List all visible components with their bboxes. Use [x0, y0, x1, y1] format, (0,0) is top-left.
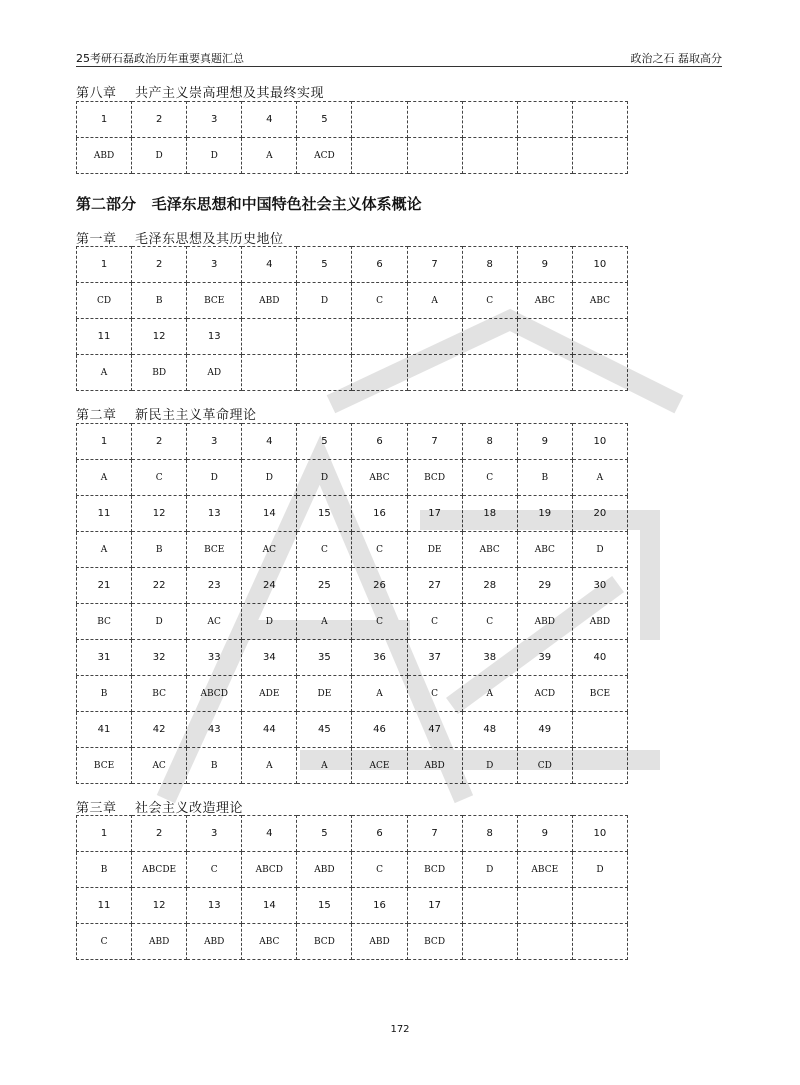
- answer-cell: C: [352, 532, 407, 568]
- answer-row: [77, 604, 628, 640]
- question-number-cell: 25: [297, 568, 352, 604]
- answer-cell: [352, 355, 407, 391]
- answer-cell: ABCD: [242, 852, 297, 888]
- answer-cell: BC: [77, 604, 132, 640]
- question-number-cell: 48: [462, 712, 517, 748]
- answer-cell: [462, 924, 517, 960]
- answer-cell: A: [77, 532, 132, 568]
- answer-cell: D: [187, 138, 242, 174]
- question-number-cell: 5: [297, 102, 352, 138]
- question-number-cell: 10: [572, 247, 627, 283]
- answer-cell: [572, 748, 627, 784]
- question-number-cell: 2: [132, 424, 187, 460]
- question-number-cell: 23: [187, 568, 242, 604]
- question-number-cell: 2: [132, 102, 187, 138]
- part-title: 第二部分 毛泽东思想和中国特色社会主义体系概论: [76, 195, 422, 213]
- answer-cell: C: [352, 852, 407, 888]
- question-number-cell: 32: [132, 640, 187, 676]
- answer-cell: A: [407, 283, 462, 319]
- answer-cell: A: [77, 460, 132, 496]
- answer-row: [77, 460, 628, 496]
- answer-cell: A: [462, 676, 517, 712]
- question-number-cell: 11: [77, 496, 132, 532]
- answer-cell: D: [462, 748, 517, 784]
- answer-cell: [572, 138, 627, 174]
- question-number-cell: 16: [352, 888, 407, 924]
- answer-row: [77, 283, 628, 319]
- question-number-cell: 16: [352, 496, 407, 532]
- answer-cell: B: [517, 460, 572, 496]
- page-number: 172: [390, 1024, 410, 1035]
- question-number-cell: 38: [462, 640, 517, 676]
- question-number-cell: 9: [517, 424, 572, 460]
- section-title-chapter-8: 第八章 共产主义崇高理想及其最终实现: [76, 86, 325, 101]
- answer-cell: [297, 355, 352, 391]
- question-number-cell: 33: [187, 640, 242, 676]
- answer-cell: ADE: [242, 676, 297, 712]
- question-number-cell: 35: [297, 640, 352, 676]
- answer-cell: BCE: [77, 748, 132, 784]
- answer-cell: BCD: [407, 852, 462, 888]
- answer-row: [77, 924, 628, 960]
- answer-cell: C: [187, 852, 242, 888]
- question-number-cell: 30: [572, 568, 627, 604]
- question-number-cell: 11: [77, 319, 132, 355]
- question-number-cell: [407, 319, 462, 355]
- question-number-cell: 5: [297, 247, 352, 283]
- answer-cell: C: [462, 604, 517, 640]
- question-number-row: [77, 712, 628, 748]
- question-number-cell: 1: [77, 816, 132, 852]
- answer-cell: BCD: [407, 460, 462, 496]
- answer-cell: D: [572, 532, 627, 568]
- question-number-cell: 12: [132, 496, 187, 532]
- question-number-cell: 9: [517, 247, 572, 283]
- answer-cell: [572, 355, 627, 391]
- answer-cell: ABC: [572, 283, 627, 319]
- question-number-cell: 37: [407, 640, 462, 676]
- answer-row: [77, 138, 628, 174]
- answer-cell: BCE: [187, 532, 242, 568]
- question-number-cell: 47: [407, 712, 462, 748]
- answer-table-chapter-2: [76, 423, 628, 784]
- answer-row: [77, 676, 628, 712]
- question-number-cell: 39: [517, 640, 572, 676]
- answer-cell: D: [187, 460, 242, 496]
- question-number-cell: [517, 888, 572, 924]
- answer-cell: C: [132, 460, 187, 496]
- answer-row: [77, 748, 628, 784]
- question-number-cell: 1: [77, 424, 132, 460]
- question-number-cell: 1: [77, 102, 132, 138]
- answer-cell: ACD: [297, 138, 352, 174]
- answer-cell: ABD: [407, 748, 462, 784]
- section-title-chapter-2: 第二章 新民主主义革命理论: [76, 408, 257, 423]
- question-number-cell: 14: [242, 496, 297, 532]
- question-number-cell: [407, 102, 462, 138]
- question-number-row: [77, 888, 628, 924]
- answer-cell: [517, 355, 572, 391]
- answer-cell: A: [242, 138, 297, 174]
- answer-cell: [407, 138, 462, 174]
- answer-cell: ABD: [77, 138, 132, 174]
- answer-cell: D: [242, 604, 297, 640]
- question-number-cell: 15: [297, 888, 352, 924]
- answer-cell: D: [462, 852, 517, 888]
- answer-cell: [462, 355, 517, 391]
- question-number-cell: 6: [352, 247, 407, 283]
- question-number-cell: 7: [407, 816, 462, 852]
- question-number-cell: 5: [297, 424, 352, 460]
- question-number-cell: [517, 102, 572, 138]
- answer-cell: BCD: [297, 924, 352, 960]
- answer-row: [77, 355, 628, 391]
- question-number-cell: 13: [187, 888, 242, 924]
- question-number-cell: 6: [352, 424, 407, 460]
- question-number-cell: 17: [407, 496, 462, 532]
- question-number-cell: 49: [517, 712, 572, 748]
- question-number-cell: 5: [297, 816, 352, 852]
- question-number-cell: [462, 319, 517, 355]
- answer-cell: DE: [297, 676, 352, 712]
- answer-cell: A: [77, 355, 132, 391]
- question-number-cell: 8: [462, 247, 517, 283]
- question-number-row: [77, 568, 628, 604]
- answer-table-chapter-3: [76, 815, 628, 960]
- answer-cell: ABD: [572, 604, 627, 640]
- answer-cell: CD: [77, 283, 132, 319]
- question-number-row: [77, 496, 628, 532]
- question-number-cell: 12: [132, 888, 187, 924]
- answer-cell: ABC: [352, 460, 407, 496]
- question-number-cell: 26: [352, 568, 407, 604]
- answer-cell: ABCE: [517, 852, 572, 888]
- answer-cell: ABC: [462, 532, 517, 568]
- answer-cell: ABD: [517, 604, 572, 640]
- question-number-cell: 18: [462, 496, 517, 532]
- question-number-cell: 31: [77, 640, 132, 676]
- answer-cell: A: [297, 748, 352, 784]
- question-number-cell: 19: [517, 496, 572, 532]
- question-number-cell: 12: [132, 319, 187, 355]
- question-number-cell: 4: [242, 102, 297, 138]
- question-number-cell: [462, 888, 517, 924]
- question-number-cell: 42: [132, 712, 187, 748]
- question-number-cell: 44: [242, 712, 297, 748]
- answer-cell: BD: [132, 355, 187, 391]
- section-title-chapter-3: 第三章 社会主义改造理论: [76, 801, 244, 816]
- question-number-cell: 8: [462, 424, 517, 460]
- answer-cell: D: [297, 460, 352, 496]
- answer-cell: B: [187, 748, 242, 784]
- answer-cell: [407, 355, 462, 391]
- question-number-row: [77, 102, 628, 138]
- answer-cell: ABC: [242, 924, 297, 960]
- answer-cell: C: [297, 532, 352, 568]
- question-number-cell: 43: [187, 712, 242, 748]
- answer-cell: AD: [187, 355, 242, 391]
- answer-cell: ABD: [187, 924, 242, 960]
- answer-cell: [242, 355, 297, 391]
- answer-table-chapter-8: [76, 101, 628, 174]
- answer-cell: C: [407, 604, 462, 640]
- question-number-cell: 1: [77, 247, 132, 283]
- question-number-cell: 4: [242, 816, 297, 852]
- question-number-cell: 7: [407, 247, 462, 283]
- question-number-cell: 3: [187, 424, 242, 460]
- question-number-cell: 10: [572, 424, 627, 460]
- answer-row: [77, 852, 628, 888]
- answer-cell: B: [132, 532, 187, 568]
- answer-cell: C: [352, 283, 407, 319]
- question-number-row: [77, 424, 628, 460]
- question-number-cell: 11: [77, 888, 132, 924]
- question-number-cell: [297, 319, 352, 355]
- question-number-cell: [352, 319, 407, 355]
- question-number-cell: [517, 319, 572, 355]
- question-number-cell: 4: [242, 247, 297, 283]
- question-number-cell: 7: [407, 424, 462, 460]
- question-number-cell: 27: [407, 568, 462, 604]
- answer-cell: [462, 138, 517, 174]
- question-number-cell: 2: [132, 816, 187, 852]
- answer-cell: C: [462, 283, 517, 319]
- answer-cell: ABD: [352, 924, 407, 960]
- answer-cell: D: [242, 460, 297, 496]
- question-number-row: [77, 319, 628, 355]
- answer-cell: AC: [187, 604, 242, 640]
- header-slogan: 政治之石 磊取高分: [630, 52, 722, 65]
- answer-cell: D: [572, 852, 627, 888]
- answer-cell: A: [297, 604, 352, 640]
- question-number-cell: 4: [242, 424, 297, 460]
- answer-cell: ABC: [517, 532, 572, 568]
- answer-cell: D: [297, 283, 352, 319]
- question-number-cell: 13: [187, 319, 242, 355]
- question-number-cell: 13: [187, 496, 242, 532]
- answer-cell: A: [242, 748, 297, 784]
- question-number-cell: 10: [572, 816, 627, 852]
- answer-cell: ACD: [517, 676, 572, 712]
- answer-cell: ABD: [242, 283, 297, 319]
- answer-cell: DE: [407, 532, 462, 568]
- answer-cell: B: [132, 283, 187, 319]
- question-number-cell: [572, 319, 627, 355]
- question-number-cell: 9: [517, 816, 572, 852]
- question-number-cell: 24: [242, 568, 297, 604]
- question-number-cell: 41: [77, 712, 132, 748]
- question-number-row: [77, 247, 628, 283]
- answer-cell: [517, 138, 572, 174]
- answer-cell: C: [77, 924, 132, 960]
- answer-cell: AC: [242, 532, 297, 568]
- question-number-cell: [352, 102, 407, 138]
- answer-cell: A: [352, 676, 407, 712]
- answer-cell: BCE: [187, 283, 242, 319]
- question-number-cell: 17: [407, 888, 462, 924]
- answer-cell: D: [132, 604, 187, 640]
- question-number-cell: [572, 888, 627, 924]
- question-number-cell: 20: [572, 496, 627, 532]
- answer-cell: BCD: [407, 924, 462, 960]
- answer-cell: BCE: [572, 676, 627, 712]
- question-number-cell: 29: [517, 568, 572, 604]
- question-number-cell: 36: [352, 640, 407, 676]
- answer-cell: CD: [517, 748, 572, 784]
- question-number-cell: 3: [187, 816, 242, 852]
- answer-cell: C: [462, 460, 517, 496]
- answer-cell: C: [352, 604, 407, 640]
- question-number-cell: [572, 102, 627, 138]
- answer-cell: ABCDE: [132, 852, 187, 888]
- question-number-cell: 3: [187, 247, 242, 283]
- page-header: [76, 50, 722, 67]
- question-number-cell: [242, 319, 297, 355]
- section-title-chapter-1: 第一章 毛泽东思想及其历史地位: [76, 232, 284, 247]
- answer-cell: ABCD: [187, 676, 242, 712]
- question-number-cell: 2: [132, 247, 187, 283]
- answer-cell: A: [572, 460, 627, 496]
- question-number-row: [77, 640, 628, 676]
- question-number-cell: 22: [132, 568, 187, 604]
- answer-cell: B: [77, 676, 132, 712]
- question-number-cell: 45: [297, 712, 352, 748]
- question-number-cell: 40: [572, 640, 627, 676]
- header-title: 25考研石磊政治历年重要真题汇总: [76, 52, 244, 65]
- answer-cell: [517, 924, 572, 960]
- answer-table-chapter-1: [76, 246, 628, 391]
- question-number-row: [77, 816, 628, 852]
- question-number-cell: 14: [242, 888, 297, 924]
- question-number-cell: 21: [77, 568, 132, 604]
- answer-cell: D: [132, 138, 187, 174]
- answer-row: [77, 532, 628, 568]
- question-number-cell: 15: [297, 496, 352, 532]
- answer-cell: [572, 924, 627, 960]
- answer-cell: ABD: [297, 852, 352, 888]
- question-number-cell: 6: [352, 816, 407, 852]
- question-number-cell: 8: [462, 816, 517, 852]
- answer-cell: ABD: [132, 924, 187, 960]
- answer-cell: BC: [132, 676, 187, 712]
- answer-cell: [352, 138, 407, 174]
- question-number-cell: 46: [352, 712, 407, 748]
- question-number-cell: 28: [462, 568, 517, 604]
- question-number-cell: 34: [242, 640, 297, 676]
- answer-cell: AC: [132, 748, 187, 784]
- answer-cell: B: [77, 852, 132, 888]
- answer-cell: ABC: [517, 283, 572, 319]
- question-number-cell: [462, 102, 517, 138]
- answer-cell: ACE: [352, 748, 407, 784]
- question-number-cell: 3: [187, 102, 242, 138]
- answer-cell: C: [407, 676, 462, 712]
- question-number-cell: [572, 712, 627, 748]
